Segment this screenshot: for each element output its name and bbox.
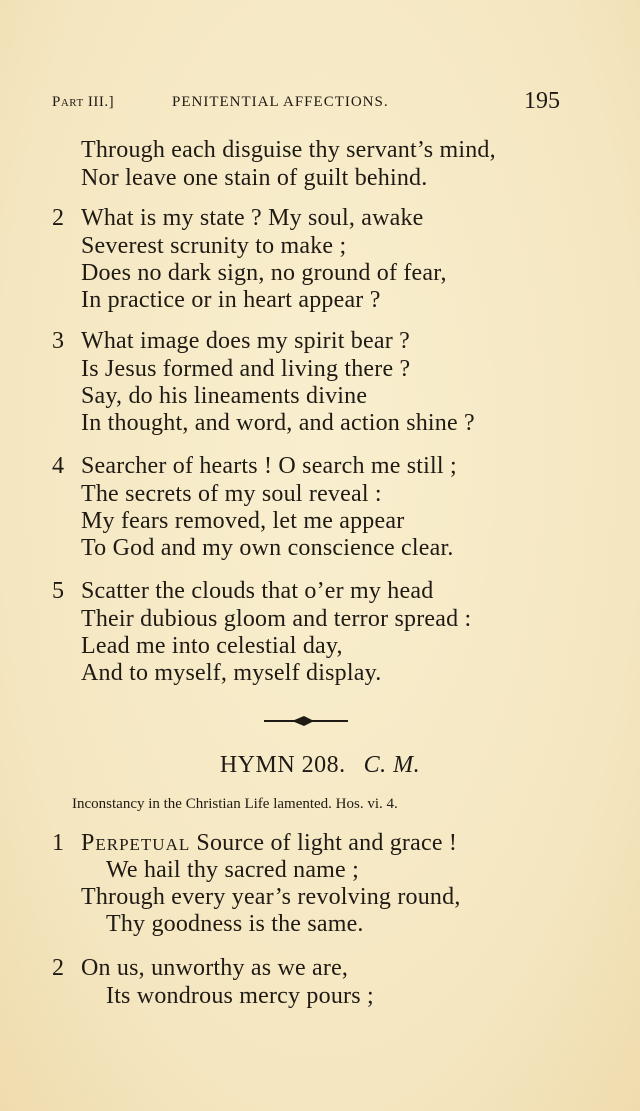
verse-line: My fears removed, let me appear: [81, 508, 405, 534]
verse-line: The secrets of my soul reveal :: [81, 481, 382, 507]
verse-line: Searcher of hearts ! O search me still ;: [81, 453, 457, 479]
ornament-divider-icon: [262, 711, 350, 731]
verse-line: Their dubious gloom and terror spread :: [81, 606, 472, 632]
verse-line: To God and my own conscience clear.: [81, 535, 454, 561]
stanza-number: 4: [52, 453, 64, 479]
verse-line: Scatter the clouds that o’er my head: [81, 578, 434, 604]
verse-line: What is my state ? My soul, awake: [81, 205, 424, 231]
verse-line: Say, do his lineaments divine: [81, 383, 368, 409]
verse-line: Its wondrous mercy pours ;: [106, 983, 374, 1009]
verse-line: Thy goodness is the same.: [106, 911, 364, 937]
verse-line: Is Jesus formed and living there ?: [81, 356, 411, 382]
stanza-number: 2: [52, 205, 64, 231]
verse-line: Does no dark sign, no ground of fear,: [81, 260, 447, 286]
part-label: Part III.]: [52, 94, 115, 110]
verse-line: Severest scrunity to make ;: [81, 233, 347, 259]
stanza-number: 5: [52, 578, 64, 604]
verse-line: What image does my spirit bear ?: [81, 328, 410, 354]
hymn-heading: [0, 752, 640, 779]
verse-line: We hail thy sacred name ;: [106, 857, 359, 883]
verse-line: On us, unworthy as we are,: [81, 955, 349, 981]
verse-line: [81, 830, 457, 857]
section-title: PENITENTIAL AFFECTIONS.: [172, 94, 389, 110]
stanza-number: 3: [52, 328, 64, 354]
running-header: [52, 88, 560, 118]
first-word: Perpetual: [81, 830, 191, 856]
hymn-subtitle: Inconstancy in the Christian Life lamented. Hos. vi. 4.: [72, 796, 398, 812]
verse-line: In practice or in heart appear ?: [81, 287, 381, 313]
hymn-number: HYMN 208.: [219, 752, 346, 778]
verse-line: Through each disguise thy servant’s mind,: [81, 137, 496, 163]
stanza-number: 2: [52, 955, 64, 981]
verse-line: Lead me into celestial day,: [81, 633, 343, 659]
first-line-rest: Source of light and grace !: [190, 830, 458, 856]
hymn-meter: C. M.: [363, 752, 421, 778]
stanza-number: 1: [52, 830, 64, 856]
verse-line: And to myself, myself display.: [81, 660, 382, 686]
verse-line: Nor leave one stain of guilt behind.: [81, 165, 428, 191]
verse-line: Through every year’s revolving round,: [81, 884, 461, 910]
verse-line: In thought, and word, and action shine ?: [81, 410, 475, 436]
page-number: 195: [524, 88, 560, 114]
